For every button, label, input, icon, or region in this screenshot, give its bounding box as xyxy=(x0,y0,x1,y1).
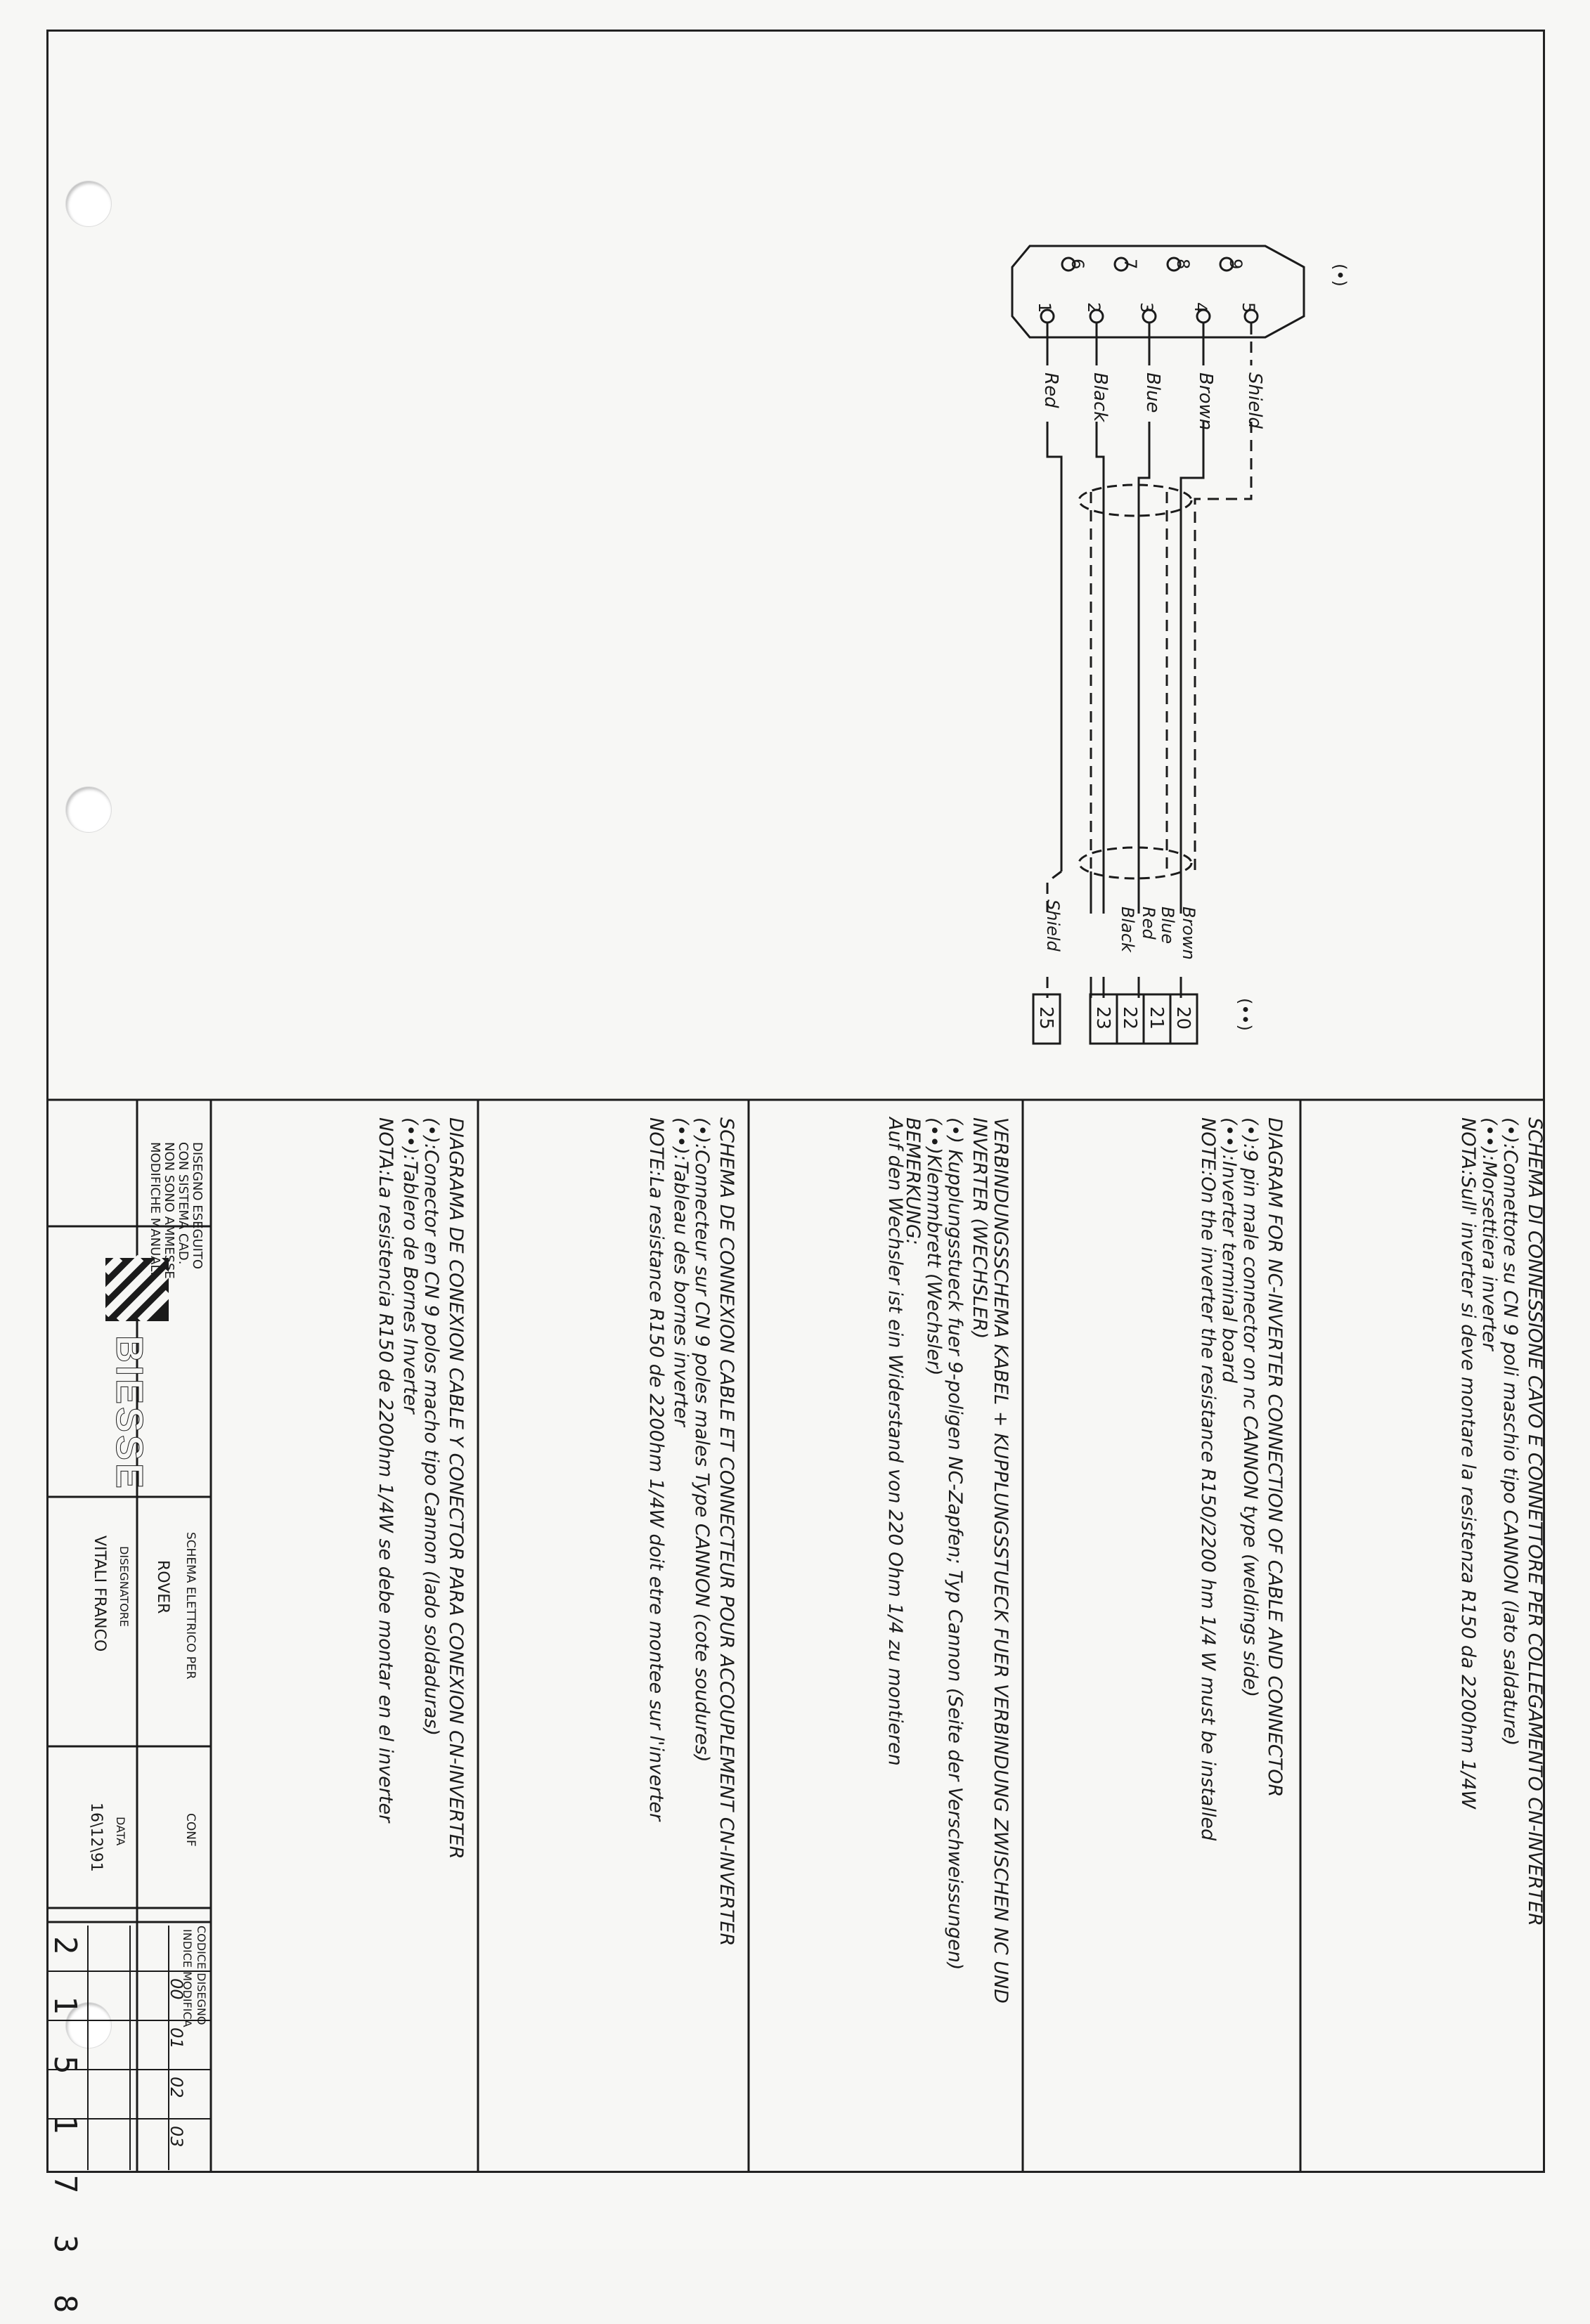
french-line2: (••):Tableau des bornes inverter xyxy=(670,1117,692,1427)
pin-5-label: 5 xyxy=(1239,302,1258,313)
terminal-21: 21 xyxy=(1146,1006,1167,1030)
pin-2-label: 2 xyxy=(1084,302,1104,313)
german-line1: (•) Kupplungsstueck fuer 9-poligen NC-Zapfen; Typ Cannon (Seite der Verschweissungen) xyxy=(944,1117,966,1971)
revision-01: 01 xyxy=(167,2027,186,2049)
wire-label-red-terminal: Red xyxy=(1139,907,1158,940)
schema-label: SCHEMA ELETTRICO PER xyxy=(183,1532,198,1680)
italian-line2: (••):Morsettiera inverter xyxy=(1478,1117,1500,1351)
wire-label-shield-terminal: Shield xyxy=(1043,900,1063,952)
pin-6-label: 6 xyxy=(1068,259,1087,270)
italian-line3: NOTA:Sull' inverter si deve montare la resistenza R150 da 2200hm 1/4W xyxy=(1457,1117,1479,1809)
wire-label-black-terminal: Black xyxy=(1118,907,1137,952)
german-line4: Auf den Wechsler ist ein Widerstand von 220 Ohm 1/4 zu montieren xyxy=(884,1117,906,1766)
spanish-line1: (•):Conector en CN 9 polos macho tipo Cannon (lado soldaduras) xyxy=(420,1117,442,1736)
project-name: ROVER xyxy=(154,1560,172,1614)
designer-name: VITALI FRANCO xyxy=(91,1536,108,1652)
biesse-logo-text: BIESSE xyxy=(108,1335,150,1492)
german-line2: (••)Klemmbrett (Wechsler) xyxy=(923,1117,945,1376)
italian-line1: (•):Connettore su CN 9 poli maschio tipo CANNON (lato saldature) xyxy=(1499,1117,1521,1746)
pin-4-label: 4 xyxy=(1191,302,1210,313)
revision-00: 00 xyxy=(167,1978,186,2000)
french-line1: (•):Connecteur sur CN 9 poles males Type CANNON (cote soudures) xyxy=(691,1117,713,1763)
english-line3: NOTE:On the inverter the resistance R150/2200 hm 1/4 W must be installed xyxy=(1197,1117,1219,1841)
wire-label-brown: Brown xyxy=(1195,372,1216,431)
cad-note-line4: MODIFICHE MANUALI xyxy=(148,1142,162,1275)
pin-1-label: 1 xyxy=(1035,302,1054,313)
pin-3-label: 3 xyxy=(1137,302,1156,313)
connector-marker: (•) xyxy=(1330,264,1350,287)
cad-note-line3: NON SONO AMMESSE xyxy=(162,1142,176,1279)
revision-03: 03 xyxy=(167,2126,186,2148)
english-line2: (••):Inverter terminal board xyxy=(1218,1117,1240,1383)
cad-note-line1: DISEGNO ESEGUITO xyxy=(190,1142,205,1270)
terminal-marker: (••) xyxy=(1235,998,1255,1032)
terminal-22: 22 xyxy=(1119,1006,1140,1030)
wire-label-blue: Blue xyxy=(1142,372,1163,413)
pin-9-label: 9 xyxy=(1226,259,1246,270)
pin-7-label: 7 xyxy=(1120,259,1140,270)
wire-label-shield: Shield xyxy=(1244,372,1265,429)
spanish-title: DIAGRAMA DE CONEXION CABLE Y CONECTOR PARA CONEXION CN-INVERTER xyxy=(445,1117,467,1859)
conf-label: CONF xyxy=(183,1813,198,1847)
french-title: SCHEMA DE CONNEXION CABLE ET CONNECTEUR POUR ACCOUPLEMENT CN-INVERTER xyxy=(716,1117,737,1947)
french-line3: NOTE:La resistance R150 de 2200hm 1/4W doit etre montee sur l'inverter xyxy=(645,1117,667,1822)
revision-label: INDICE MODIFICA xyxy=(181,1929,194,2027)
wire-label-black: Black xyxy=(1090,372,1111,422)
revision-02: 02 xyxy=(167,2077,186,2098)
wire-label-blue-terminal: Blue xyxy=(1158,907,1177,944)
terminal-25: 25 xyxy=(1035,1006,1056,1030)
date-label: DATA xyxy=(114,1817,127,1846)
designer-label: DISEGNATORE xyxy=(117,1546,131,1627)
english-title: DIAGRAM FOR NC-INVERTER CONNECTION OF CABLE AND CONNECTOR xyxy=(1264,1117,1286,1798)
spanish-line2: (••):Tablero de Bornes Inverter xyxy=(399,1117,421,1414)
wire-label-red: Red xyxy=(1040,372,1061,408)
drawing-code: 2 1 5 1 7 3 8 xyxy=(47,1936,83,2324)
spanish-line3: NOTA:La resistencia R150 de 2200hm 1/4W se debe montar en el inverter xyxy=(375,1117,396,1823)
date-value: 16\12\91 xyxy=(87,1803,105,1872)
wire-label-brown-terminal: Brown xyxy=(1179,907,1198,960)
terminal-23: 23 xyxy=(1092,1006,1113,1030)
italian-title: SCHEMA DI CONNESSIONE CAVO E CONNETTORE PER COLLEGAMENTO CN-INVERTER xyxy=(1524,1117,1546,1926)
german-title2: INVERTER (WECHSLER) xyxy=(969,1117,990,1339)
drawing-code-label: CODICE DISEGNO xyxy=(195,1926,208,2025)
pin-8-label: 8 xyxy=(1173,259,1193,270)
german-title1: VERBINDUNGSSCHEMA KABEL + KUPPLUNGSSTUECK FUER VERBINDUNG ZWISCHEN NC UND xyxy=(990,1117,1011,2004)
german-line3: BEMERKUNG: xyxy=(902,1117,924,1245)
terminal-20: 20 xyxy=(1172,1006,1194,1030)
cad-note-line2: CON SISTEMA CAD. xyxy=(176,1142,190,1265)
english-line1: (•):9 pin male connector on nc CANNON type (weldings side) xyxy=(1239,1117,1261,1698)
